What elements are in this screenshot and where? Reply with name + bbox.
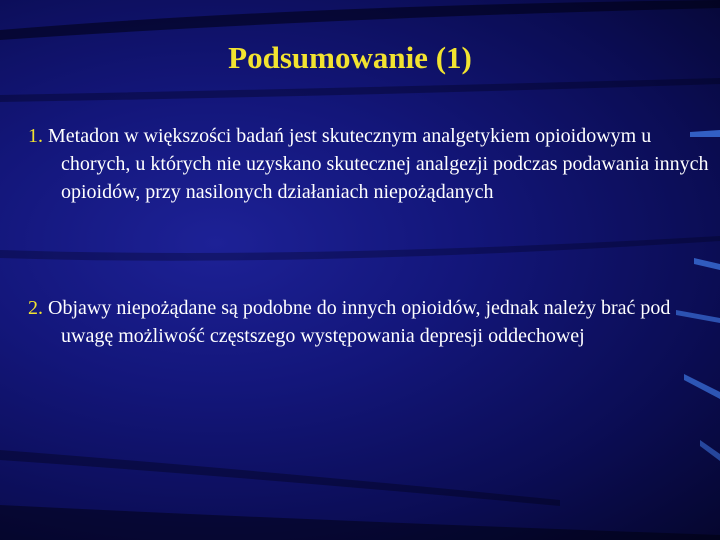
point-text: Metadon w większości badań jest skutecznym analgetykiem opioidowym u chorych, u których nie uzyskano skutecznej analgezji podczas podawania innych opioidów, przy nasilonych działaniach niepożądanych	[48, 125, 709, 203]
point-number: 1.	[28, 125, 43, 147]
light-streak	[684, 374, 720, 399]
point-number: 2.	[28, 297, 43, 319]
slide-title: Podsumowanie (1)	[228, 40, 472, 75]
point-text: Objawy niepożądane są podobne do innych opioidów, jednak należy brać pod uwagę możliwość częstszego występowania depresji oddechowej	[48, 297, 671, 347]
dark-streak	[0, 0, 720, 40]
summary-point-2	[28, 294, 720, 350]
summary-point-1	[28, 122, 720, 206]
dark-streak	[0, 236, 720, 261]
light-streak	[694, 258, 720, 270]
dark-streak	[0, 450, 560, 506]
dark-streak	[0, 78, 720, 102]
light-streak	[700, 440, 720, 461]
dark-streak	[0, 505, 720, 540]
